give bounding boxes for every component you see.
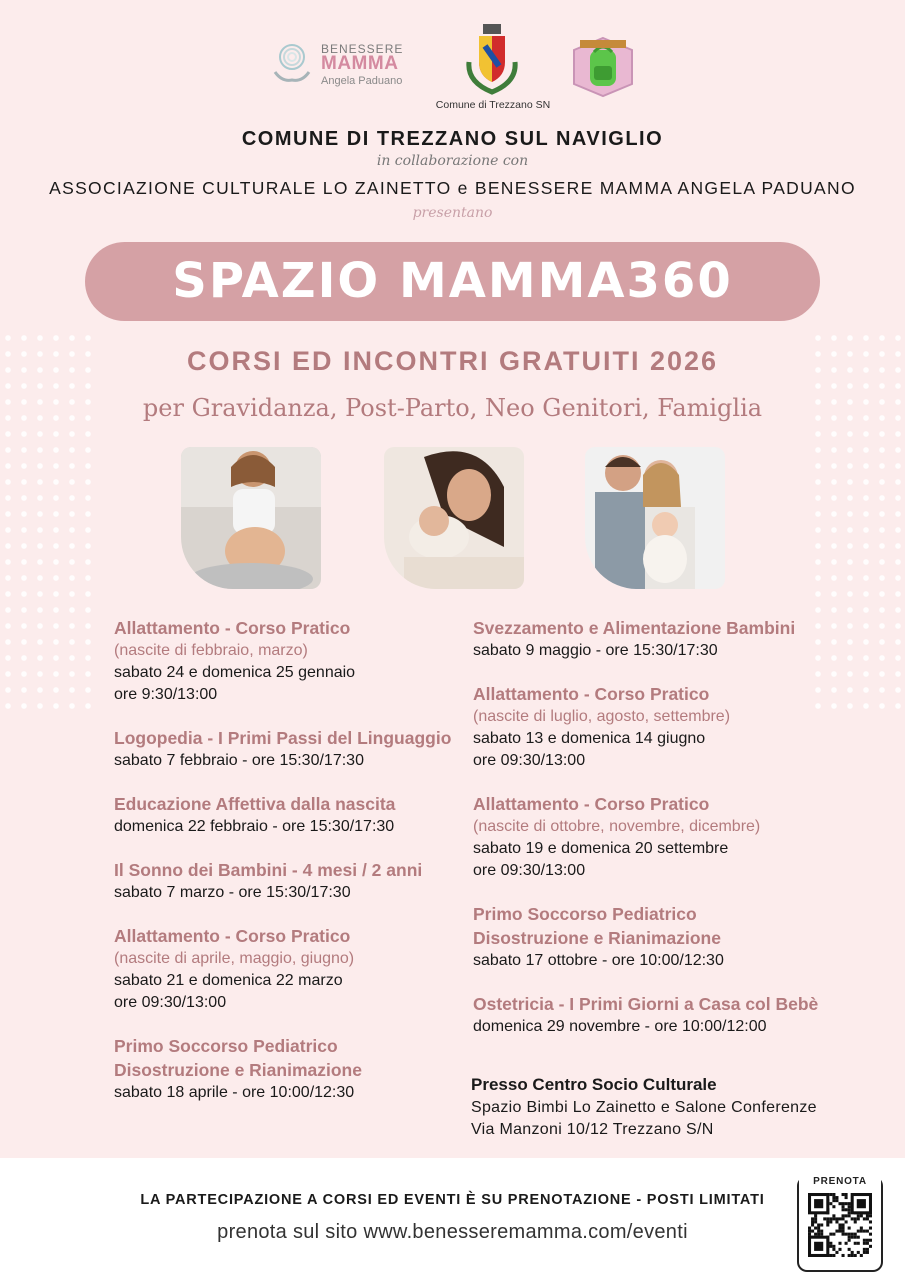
pregnant-woman-photo: [181, 447, 321, 589]
event-title: Svezzamento e Alimentazione Bambini: [473, 618, 796, 638]
event-schedule: sabato 7 marzo - ore 15:30/17:30: [114, 884, 351, 901]
family-photo: [585, 447, 725, 589]
booking-site-link[interactable]: prenota sul sito www.benesseremamma.com/eventi: [217, 1221, 688, 1243]
event-schedule: sabato 24 e domenica 25 gennaio: [114, 664, 356, 681]
event-note: (nascite di aprile, maggio, giugno): [114, 950, 355, 967]
venue-title: Presso Centro Socio Culturale: [471, 1075, 717, 1094]
venue-place: Spazio Bimbi Lo Zainetto e Salone Conferenze: [471, 1099, 817, 1116]
venue-block: [471, 1073, 891, 1141]
benessere-text: BENESSERE: [321, 42, 404, 56]
event-title: Primo Soccorso Pediatrico: [473, 904, 697, 924]
mamma-text: MAMMA: [321, 53, 399, 74]
event-title: Educazione Affettiva dalla nascita: [114, 794, 396, 814]
event-schedule: domenica 29 novembre - ore 10:00/12:00: [473, 1018, 767, 1035]
event-item: [473, 616, 853, 662]
event-title: Allattamento - Corso Pratico: [473, 684, 710, 704]
event-schedule: ore 09:30/13:00: [114, 994, 227, 1011]
event-item: [114, 792, 494, 838]
event-item: [473, 902, 853, 972]
presentano-text: presentano: [412, 205, 493, 221]
event-note: (nascite di febbraio, marzo): [114, 642, 308, 659]
event-title: Allattamento - Corso Pratico: [114, 618, 351, 638]
qr-code-icon: [808, 1193, 872, 1257]
event-schedule: sabato 21 e domenica 22 marzo: [114, 972, 343, 989]
footer: [0, 1158, 905, 1280]
events-left-column: [114, 616, 494, 1124]
event-schedule: sabato 18 aprile - ore 10:00/12:30: [114, 1084, 355, 1101]
angela-paduano-text: Angela Paduano: [321, 75, 403, 87]
event-note: (nascite di luglio, agosto, settembre): [473, 708, 731, 725]
event-title: Allattamento - Corso Pratico: [114, 926, 351, 946]
event-title-line2: Disostruzione e Rianimazione: [114, 1060, 362, 1080]
comune-label: Comune di Trezzano SN: [435, 99, 551, 111]
comune-crest-icon: [463, 22, 521, 96]
event-title-line2: Disostruzione e Rianimazione: [473, 928, 721, 948]
event-schedule: sabato 17 ottobre - ore 10:00/12:30: [473, 952, 724, 969]
event-schedule: ore 9:30/13:00: [114, 686, 218, 703]
event-item: [114, 616, 494, 706]
event-schedule: ore 09:30/13:00: [473, 862, 586, 879]
event-item: [114, 858, 494, 904]
qr-label: PRENOTA: [799, 1176, 881, 1187]
banner-title: SPAZIO MAMMA360: [172, 253, 733, 309]
event-title: Ostetricia - I Primi Giorni a Casa col Bebè: [473, 994, 819, 1014]
event-title: Allattamento - Corso Pratico: [473, 794, 710, 814]
event-title: Primo Soccorso Pediatrico: [114, 1036, 338, 1056]
mother-newborn-photo: [384, 447, 524, 589]
event-schedule: sabato 7 febbraio - ore 15:30/17:30: [114, 752, 364, 769]
collab-text: in collaborazione con: [376, 153, 529, 169]
event-item: [114, 924, 494, 1014]
event-item: [114, 1034, 494, 1104]
event-item: [473, 992, 853, 1038]
event-item: [473, 792, 853, 882]
events-right-column: [473, 616, 853, 1058]
event-item: [114, 726, 494, 772]
event-schedule: sabato 9 maggio - ore 15:30/17:30: [473, 642, 718, 659]
event-title: Il Sonno dei Bambini - 4 mesi / 2 anni: [114, 860, 423, 880]
zainetto-backpack-logo: [570, 36, 636, 98]
swirl-hands-icon: [272, 42, 312, 86]
event-title: Logopedia - I Primi Passi del Linguaggio: [114, 728, 452, 748]
benessere-mamma-logo: [272, 42, 422, 92]
event-item: [473, 682, 853, 772]
dot-pattern-left: [0, 330, 95, 710]
event-schedule: sabato 13 e domenica 14 giugno: [473, 730, 706, 747]
subtitle-courses: CORSI ED INCONTRI GRATUITI 2026: [186, 346, 719, 376]
booking-notice: LA PARTECIPAZIONE A CORSI ED EVENTI È SU PRENOTAZIONE - POSTI LIMITATI: [140, 1192, 765, 1208]
event-note: (nascite di ottobre, novembre, dicembre): [473, 818, 761, 835]
subtitle-audience: per Gravidanza, Post-Parto, Neo Genitori, Famiglia: [142, 394, 763, 422]
venue-address: Via Manzoni 10/12 Trezzano S/N: [471, 1121, 714, 1138]
logo-row: [0, 22, 905, 117]
event-schedule: domenica 22 febbraio - ore 15:30/17:30: [114, 818, 395, 835]
event-schedule: sabato 19 e domenica 20 settembre: [473, 840, 729, 857]
qr-code-box[interactable]: [797, 1176, 883, 1272]
organizer-title: COMUNE DI TREZZANO SUL NAVIGLIO: [241, 128, 664, 150]
event-schedule: ore 09:30/13:00: [473, 752, 586, 769]
partners-text: ASSOCIAZIONE CULTURALE LO ZAINETTO e BENESSERE MAMMA ANGELA PADUANO: [49, 178, 856, 198]
